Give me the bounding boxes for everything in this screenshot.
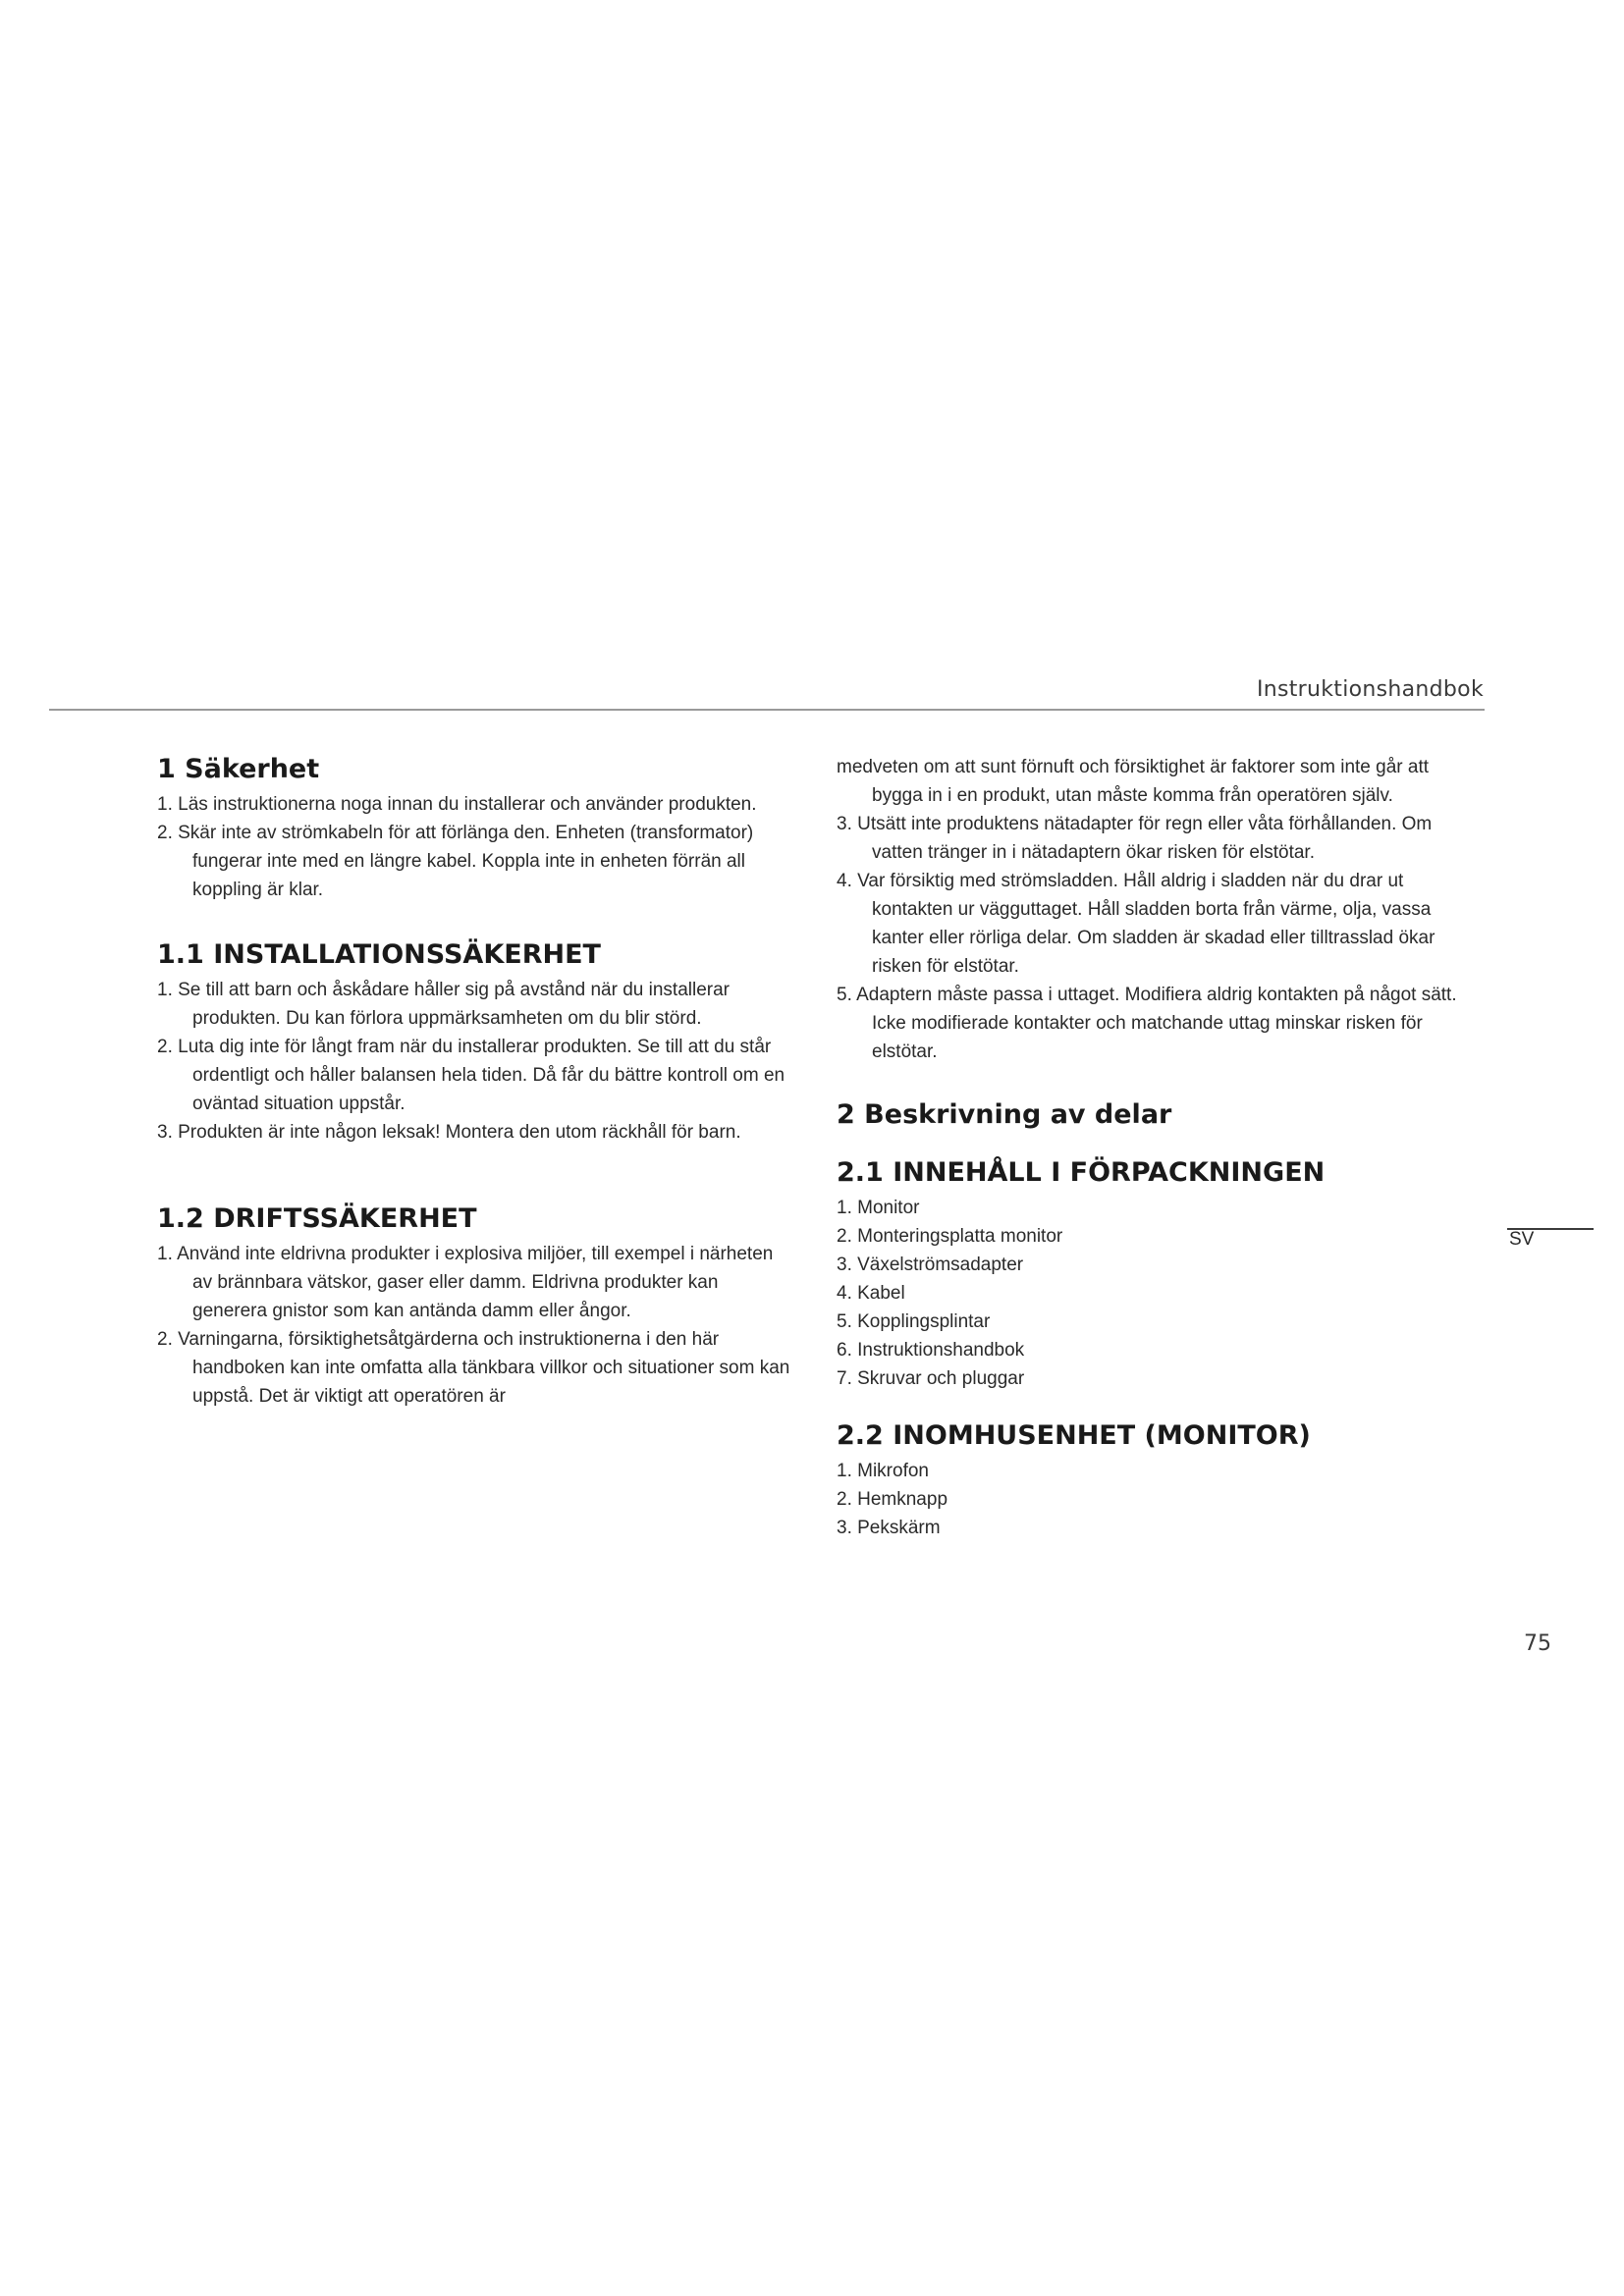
section-heading-1-2: 1.2 DRIFTSSÄKERHET (157, 1203, 477, 1234)
language-tab: SV (1509, 1229, 1535, 1250)
list-item: 2. Hemknapp (837, 1489, 948, 1510)
list-item: 3. Produkten är inte någon leksak! Montera den utom räckhåll för barn. (157, 1122, 741, 1143)
list-item: 2. Skär inte av strömkabeln för att förlänga den. Enheten (transformator) fungerar inte med en längre kabel. Koppla inte in enheten förrän all koppling är klar. (157, 823, 754, 900)
right-column (837, 753, 1485, 1542)
indoor-unit-parts-list (837, 1457, 1485, 1542)
installation-safety-list (157, 976, 795, 1147)
list-item: 7. Skruvar och pluggar (837, 1368, 1025, 1389)
list-item: 4. Kabel (837, 1283, 905, 1304)
list-item: 5. Kopplingsplintar (837, 1311, 991, 1332)
list-item: 1. Monitor (837, 1198, 920, 1218)
section-heading-1-1: 1.1 INSTALLATIONSSÄKERHET (157, 939, 601, 970)
running-header-title: Instruktionshandbok (1256, 677, 1484, 702)
safety-list (157, 790, 795, 904)
operating-safety-list (157, 1240, 795, 1411)
section-heading-2-1: 2.1 INNEHÅLL I FÖRPACKNINGEN (837, 1157, 1326, 1188)
list-item: 1. Använd inte eldrivna produkter i explosiva miljöer, till exempel i närheten av brännbara vätskor, gaser eller damm. Eldrivna produkter kan generera gnistor som kan antända damm eller ångor. (157, 1244, 774, 1321)
section-heading-1: 1 Säkerhet (157, 754, 320, 784)
section-heading-2: 2 Beskrivning av delar (837, 1099, 1172, 1130)
list-item: 2. Varningarna, försiktighetsåtgärderna och instruktionerna i den här handboken kan inte omfatta alla tänkbara villkor och situationer som kan uppstå. Det är viktigt att operatören är (157, 1329, 790, 1407)
list-item: 1. Se till att barn och åskådare håller sig på avstånd när du installerar produkten. Du kan förlora uppmärksamheten om du blir störd. (157, 980, 730, 1029)
list-item: 6. Instruktionshandbok (837, 1340, 1025, 1361)
package-contents-list (837, 1194, 1485, 1393)
list-item: 3. Pekskärm (837, 1518, 941, 1538)
list-item: 2. Monteringsplatta monitor (837, 1226, 1063, 1247)
list-item: 3. Utsätt inte produktens nätadapter för regn eller våta förhållanden. Om vatten tränger in i nätadaptern ökar risken för elstötar. (837, 814, 1433, 863)
list-item: 2. Luta dig inte för långt fram när du installerar produkten. Se till att du står ordentligt och håller balansen hela tiden. Då får du bättre kontroll om en oväntad situation uppstår. (157, 1037, 785, 1114)
list-item: 5. Adaptern måste passa i uttaget. Modifiera aldrig kontakten på något sätt. Icke modifierade kontakter och matchande uttag minskar risken för elstötar. (837, 985, 1457, 1062)
list-item: 1. Läs instruktionerna noga innan du installerar och använder produkten. (157, 794, 757, 815)
section-heading-2-2: 2.2 INOMHUSENHET (MONITOR) (837, 1420, 1311, 1451)
list-item: 1. Mikrofon (837, 1461, 929, 1481)
list-item: 4. Var försiktig med strömsladden. Håll aldrig i sladden när du drar ut kontakten ur vägguttaget. Håll sladden borta från värme, olja, vassa kanter eller rörliga delar. Om sladden är skadad eller tilltrasslad ökar risken för elstötar. (837, 871, 1435, 977)
operating-safety-list-continued (837, 753, 1485, 1066)
list-item: 3. Växelströmsadapter (837, 1255, 1024, 1275)
list-item: medveten om att sunt förnuft och försiktighet är faktorer som inte går att bygga in i en produkt, utan måste komma från operatören själv. (837, 757, 1430, 806)
page-number: 75 (1524, 1631, 1551, 1656)
left-column (157, 754, 795, 1411)
header-divider (49, 709, 1485, 711)
